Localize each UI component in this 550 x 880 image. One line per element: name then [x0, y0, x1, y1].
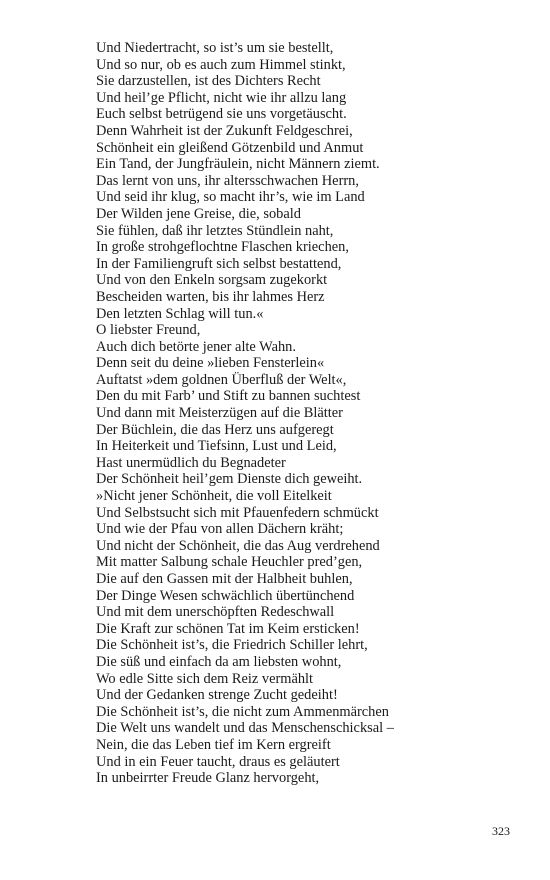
poem-line: In große strohgeflochtne Flaschen kriechen,: [96, 239, 349, 256]
poem-line: Die auf den Gassen mit der Halbheit buhlen,: [96, 571, 353, 587]
poem-line: Das lernt von uns, ihr altersschwachen Herrn,: [96, 172, 359, 189]
poem-line: Den letzten Schlag will tun.«: [96, 305, 264, 322]
poem-line: Die süß und einfach da am liebsten wohnt,: [96, 653, 342, 670]
poem-line: Denn seit du deine »lieben Fensterlein«: [96, 355, 325, 372]
poem-line: Und in ein Feuer taucht, draus es geläutert: [96, 753, 340, 770]
poem-line: Und Selbstsucht sich mit Pfauenfedern schmückt: [96, 504, 379, 521]
poem-line: Sie fühlen, daß ihr letztes Stündlein naht,: [96, 222, 334, 239]
poem-line: Und dann mit Meisterzügen auf die Blätter: [96, 405, 343, 422]
poem-line: Nein, die das Leben tief im Kern ergreift: [96, 736, 331, 753]
poem-line: Die Kraft zur schönen Tat im Keim ersticken!: [96, 620, 360, 637]
poem-line: Und der Gedanken strenge Zucht gedeiht!: [96, 687, 338, 704]
poem-line: Auch dich betörte jener alte Wahn.: [96, 338, 296, 355]
poem-line: In Heiterkeit und Tiefsinn, Lust und Leid,: [96, 438, 337, 455]
poem-line: Auftatst »dem goldnen Überfluß der Welt«,: [96, 371, 347, 388]
poem-line: Und von den Enkeln sorgsam zugekorkt: [96, 272, 328, 289]
poem-line: Ein Tand, der Jungfräulein, nicht Männern ziemt.: [96, 156, 380, 173]
poem-line: »Nicht jener Schönheit, die voll Eitelkeit: [96, 488, 332, 505]
poem-line: Die Schönheit ist’s, die Friedrich Schiller lehrt,: [96, 637, 368, 654]
poem-line: Schönheit ein gleißend Götzenbild und Anmut: [96, 139, 364, 156]
poem-line: Denn Wahrheit ist der Zukunft Feldgeschrei,: [96, 122, 353, 139]
poem-line: Der Büchlein, die das Herz uns aufgeregt: [96, 421, 334, 438]
poem-line: Den du mit Farb’ und Stift zu bannen suchtest: [96, 388, 361, 405]
poem-line: Wo edle Sitte sich dem Reiz vermählt: [96, 670, 314, 687]
poem-line: Der Schönheit heil’gem Dienste dich geweiht.: [96, 471, 363, 488]
poem-line: In der Familiengruft sich selbst bestattend,: [96, 255, 342, 272]
poem-line: Und wie der Pfau von allen Dächern kräht;: [96, 521, 344, 538]
poem-line: Der Dinge Wesen schwächlich übertünchend: [96, 587, 355, 604]
poem-line: Die Welt uns wandelt und das Menschenschicksal –: [96, 720, 394, 737]
poem-line: Und seid ihr klug, so macht ihr’s, wie im Land: [96, 189, 365, 206]
poem-line: Der Wilden jene Greise, die, sobald: [96, 205, 301, 222]
poem-line: Euch selbst betrügend sie uns vorgetäuscht.: [96, 106, 347, 123]
poem-line: Und so nur, ob es auch zum Himmel stinkt,: [96, 56, 346, 73]
poem-line: O liebster Freund,: [96, 322, 201, 339]
poem-line: Mit matter Salbung schale Heuchler pred’gen,: [96, 554, 363, 571]
poem-line: Und nicht der Schönheit, die das Aug verdrehend: [96, 537, 380, 554]
poem-line: Und Niedertracht, so ist’s um sie bestellt,: [96, 40, 334, 56]
poem-line: Bescheiden warten, bis ihr lahmes Herz: [96, 288, 325, 305]
poem-line: Sie darzustellen, ist des Dichters Recht: [96, 73, 321, 90]
poem-text: [96, 40, 526, 787]
poem-line: Die Schönheit ist’s, die nicht zum Ammenmärchen: [96, 703, 389, 720]
poem-line: Hast unermüdlich du Begnadeter: [96, 454, 286, 471]
page-number: 323: [492, 824, 510, 838]
poem-line: In unbeirrter Freude Glanz hervorgeht,: [96, 770, 320, 787]
poem-line: Und mit dem unerschöpften Redeschwall: [96, 604, 335, 621]
poem-line: Und heil’ge Pflicht, nicht wie ihr allzu lang: [96, 89, 347, 106]
